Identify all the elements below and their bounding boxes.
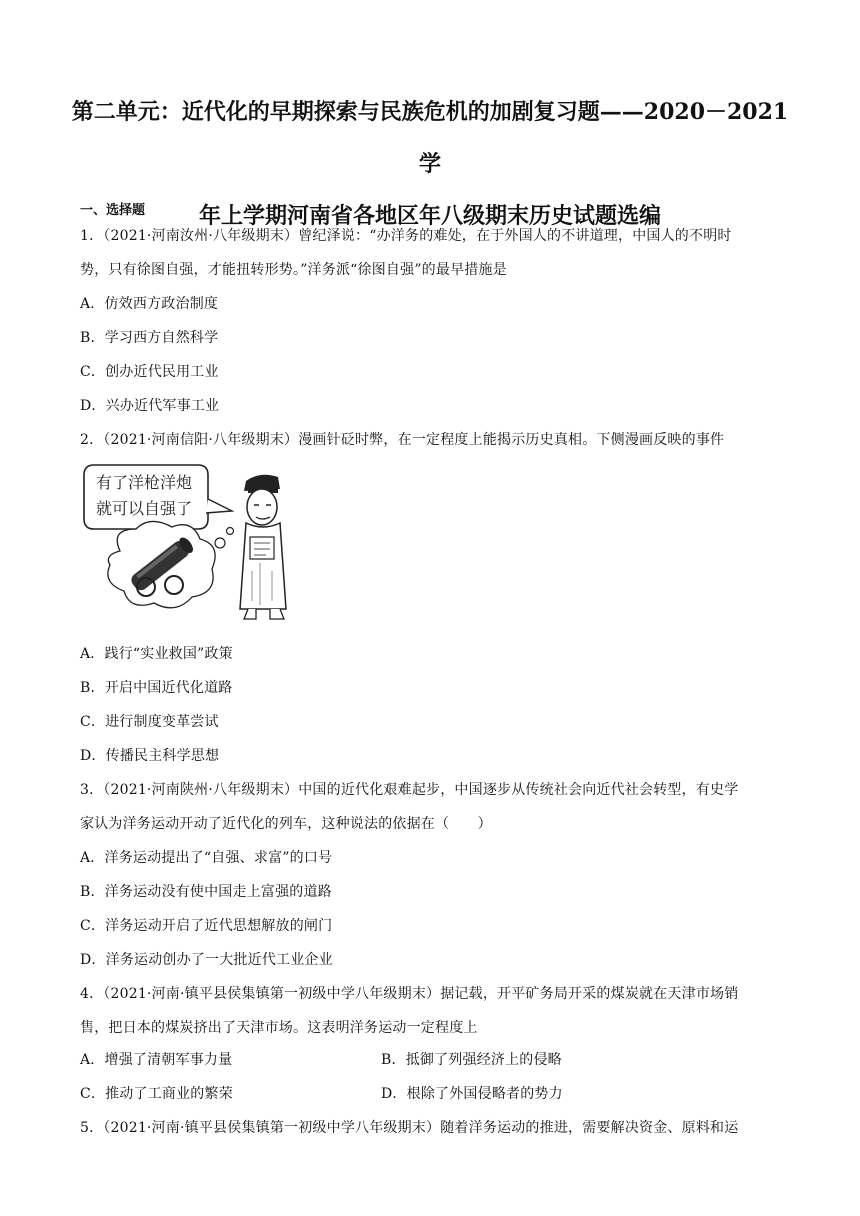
q2-option-a: A．践行“实业救国”政策 bbox=[80, 646, 233, 662]
q2-option-b: B．开启中国近代化道路 bbox=[80, 680, 233, 696]
q3-option-a: A．洋务运动提出了“自强、求富”的口号 bbox=[80, 850, 333, 866]
q3-stem-line-1: 3．（2021·河南陕州·八年级期末）中国的近代化艰难起步，中国逐步从传统社会向近代社会转型，有史学 bbox=[80, 782, 739, 798]
title-line-2: 年上学期河南省各地区年八级期末历史试题选编 bbox=[198, 203, 661, 229]
q2-option-c: C．进行制度变革尝试 bbox=[80, 714, 219, 730]
q4-option-a: A．增强了清朝军事力量 bbox=[80, 1052, 233, 1068]
q1-option-c: C．创办近代民用工业 bbox=[80, 364, 219, 380]
q2-option-d: D．传播民主科学思想 bbox=[80, 748, 220, 764]
q1-stem-line-1: 1．（2021·河南汝州·八年级期末）曾纪泽说：“办洋务的难处，在于外国人的不讲道理，中国人的不明时 bbox=[80, 228, 732, 244]
q3-option-b: B．洋务运动没有使中国走上富强的道路 bbox=[80, 884, 332, 900]
q5-stem-line-1: 5．（2021·河南·镇平县侯集镇第一初级中学八年级期末）随着洋务运动的推进，需要解决资金、原料和运 bbox=[80, 1120, 739, 1136]
q4-stem-line-1: 4．（2021·河南·镇平县侯集镇第一初级中学八年级期末）据记载，开平矿务局开采的煤炭就在天津市场销 bbox=[80, 986, 739, 1002]
q2-cartoon bbox=[80, 459, 304, 625]
q1-option-a: A．仿效西方政治制度 bbox=[80, 296, 219, 312]
q4-option-b: B．抵御了列强经济上的侵略 bbox=[381, 1052, 562, 1068]
section-heading: 一、选择题 bbox=[80, 203, 146, 218]
q4-option-d: D．根除了外国侵略者的势力 bbox=[381, 1086, 563, 1102]
q1-option-b: B．学习西方自然科学 bbox=[80, 330, 219, 346]
q3-option-d: D．洋务运动创办了一大批近代工业企业 bbox=[80, 952, 333, 968]
cartoon-drawing bbox=[80, 459, 304, 625]
title-line-1: 第二单元：近代化的早期探索与民族危机的加剧复习题——2020－2021 学 bbox=[71, 99, 789, 177]
q4-option-c: C．推动了工商业的繁荣 bbox=[80, 1086, 233, 1102]
q2-stem-line-1: 2．（2021·河南信阳·八年级期末）漫画针砭时弊，在一定程度上能揭示历史真相。下侧漫画反映的事件 bbox=[80, 432, 725, 448]
cartoon-text-line-1: 有了洋枪洋炮 bbox=[96, 473, 193, 492]
q3-stem-line-2: 家认为洋务运动开动了近代化的列车，这种说法的依据在（ ） bbox=[80, 816, 492, 832]
document-title bbox=[60, 86, 800, 242]
q1-option-d: D．兴办近代军事工业 bbox=[80, 398, 220, 414]
q1-stem-line-2: 势，只有徐图自强，才能扭转形势。”洋务派“徐图自强”的最早措施是 bbox=[80, 262, 507, 278]
q4-stem-line-2: 售，把日本的煤炭挤出了天津市场。这表明洋务运动一定程度上 bbox=[80, 1020, 478, 1036]
cartoon-text-line-2: 就可以自强了 bbox=[96, 499, 193, 518]
q3-option-c: C．洋务运动开启了近代思想解放的闸门 bbox=[80, 918, 333, 934]
